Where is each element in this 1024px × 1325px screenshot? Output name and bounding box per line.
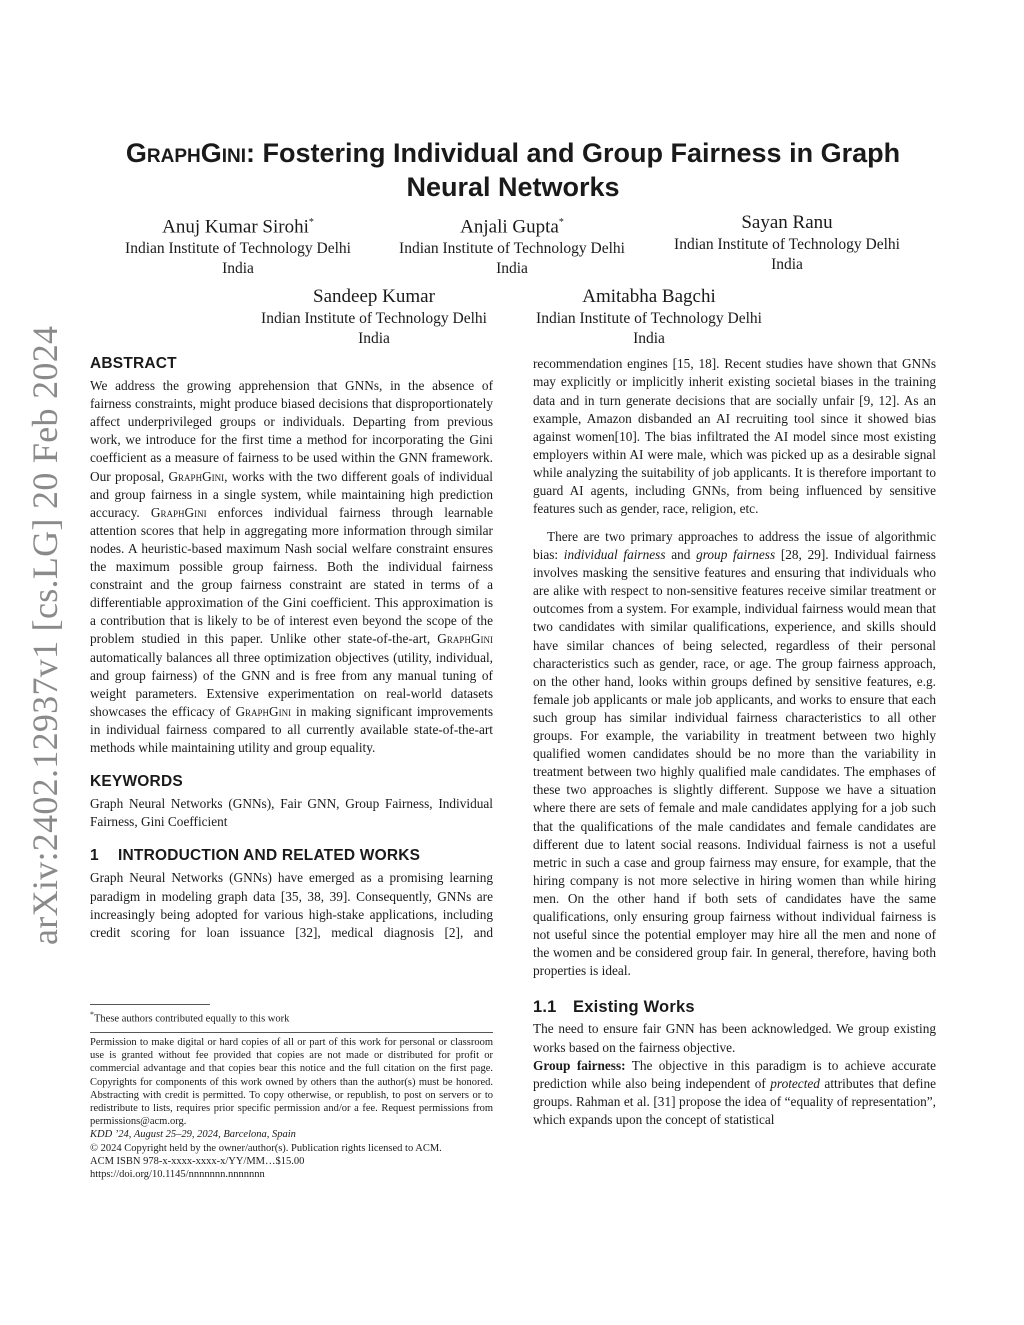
doi-link[interactable]: https://doi.org/10.1145/nnnnnnn.nnnnnnn	[90, 1169, 265, 1181]
author-block-5	[519, 285, 779, 349]
intro-paragraph-1-cont: recommendation engines [15, 18]. Recent studies have shown that GNNs may explicitly or implicitly inherit existing societal biases in the training data and in turn generate decisions that are socially unfair [9, 12]. As an example, Amazon disbanded an AI recruiting tool since it showed bias against women[10]. The bias infiltrated the AI model since most existing employers within AI were male, which was picked up as a desirable signal while analyzing the suitability of job applicants. It is therefore important to guard AI agents, including GNNs, from being influenced by sensitive features such as gender, race, religion, etc.	[533, 356, 936, 517]
isbn-line: ACM ISBN 978-x-xxxx-xxxx-x/YY/MM…$15.00	[90, 1155, 305, 1167]
existing-works-heading: 1.1 Existing Works	[533, 998, 695, 1017]
author-name: Amitabha Bagchi	[582, 286, 716, 307]
right-column	[533, 355, 936, 1129]
permissions-divider	[90, 1032, 493, 1033]
author-affiliation: Indian Institute of Technology Delhi	[125, 240, 351, 258]
abstract-text: We address the growing apprehension that GNNs, in the absence of fairness constraints, might produce biased decisions that disproportionately affect underprivileged groups or individuals. Departing from previous work, we introduce for the first time a method for incorporating the Gini coefficient as a measure of fairness to be used within the GNN framework. Our proposal, GraphGini, works with the two different goals of individual and group fairness in a single system, while maintaining high prediction accuracy. GraphGini enforces individual fairness through learnable attention scores that help in aggregating more information through similar nodes. A heuristic-based maximum Nash social welfare constraint ensures the maximum possible group fairness. Both the individual fairness constraint and the group fairness constraint are stated in terms of a differentiable approximation of the Gini coefficient. This approximation is a contribution that is likely to be of interest even beyond the scope of the problem studied in this paper. Unlike other state-of-the-art, GraphGini automatically balances all three optimization objectives (utility, individual, and group fairness) of the GNN and is free from any manual tuning of weight parameters. Extensive experimentation on real-world datasets showcases the efficacy of GraphGini in making significant improvements in individual fairness compared to all currently available state-of-the-art methods while maintaining utility and group equality.	[90, 378, 493, 755]
author-name: Sandeep Kumar	[313, 286, 435, 307]
author-name: Anuj Kumar Sirohi*	[162, 216, 314, 238]
author-affiliation: Indian Institute of Technology Delhi	[261, 310, 487, 327]
existing-paragraph-1: The need to ensure fair GNN has been acknowledged. We group existing works based on the fairness objective.	[533, 1021, 936, 1055]
author-name: Anjali Gupta*	[460, 216, 564, 238]
author-affiliation: Indian Institute of Technology Delhi	[536, 310, 762, 327]
author-name: Sayan Ranu	[741, 212, 833, 233]
author-country: India	[358, 330, 390, 347]
permissions-block	[90, 1036, 493, 1181]
arxiv-identifier: arXiv:2402.12937v1 [cs.LG] 20 Feb 2024	[25, 325, 65, 945]
author-affiliation: Indian Institute of Technology Delhi	[674, 236, 900, 253]
group-fairness-paragraph: Group fairness: The objective in this paradigm is to achieve accurate prediction while also being independent of protected attributes that define groups. Rahman et al. [31] propose the idea of “equality of representation”, which expands upon the concept of statistical	[533, 1057, 936, 1127]
intro-heading: 1 INTRODUCTION AND RELATED WORKS	[90, 847, 421, 865]
author-block-2	[382, 211, 642, 279]
intro-paragraph-2: There are two primary approaches to address the issue of algorithmic bias: individual fairness and group fairness [28, 29]. Individual fairness involves masking the sensitive features and ensuring that individuals who are alike with respect to non-sensitive features receive similar treatment or outcomes from a system. For example, individual fairness would mean that two candidates with similar qualifications, experience, and skills should have similar chances of being selected, regardless of their personal characteristics such as gender, race, or age. The group fairness approach, on the other hand, looks within groups defined by sensitive features, e.g. female job applicants or male job applicants, and works to ensure that each such group has similar individual fairness characteristics to all other groups. For example, the variability in treatment between two highly qualified women candidates should be no more than the variability in treatment between two highly qualified male candidates. The emphases of these two approaches is slightly different. Suppose we have a situation where there are sets of female and male candidates applying for a job such that the qualifications of the male candidates and female candidates are different due to latent social reasons. Individual fairness is not a useful metric in such a case and group fairness may ensure, for example, that the hiring company is not more selective in hiring women than while hiring men. On the other hand if both sets of candidates have the same qualifications, only ensuring group fairness without individual fairness is not useful since the potential employer may hire all the men and none of the women and be considered group fair. In general, therefore, having both properties is ideal.	[533, 529, 936, 979]
author-country: India	[771, 256, 803, 273]
intro-paragraph-1: Graph Neural Networks (GNNs) have emerged as a promising learning paradigm in modeling graph data [35, 38, 39]. Consequently, GNNs are increasingly being adopted for various high-stake applications, including credit scoring for loan issuance [32], medical diagnosis [2], and	[90, 870, 493, 940]
author-block-1	[108, 211, 368, 279]
author-block-4	[244, 285, 504, 349]
author-affiliation: Indian Institute of Technology Delhi	[399, 240, 625, 258]
method-name: GraphGini	[125, 138, 247, 168]
left-column	[90, 355, 493, 941]
abstract-heading: ABSTRACT	[90, 355, 177, 372]
footnote-divider	[90, 1004, 210, 1005]
footnote: *These authors contributed equally to this work	[90, 1010, 290, 1025]
keywords-text: Graph Neural Networks (GNNs), Fair GNN, Group Fairness, Individual Fairness, Gini Coefficient	[90, 796, 493, 830]
keywords-heading: KEYWORDS	[90, 773, 183, 791]
author-country: India	[222, 260, 254, 278]
permissions-text: Permission to make digital or hard copies of all or part of this work for personal or classroom use is granted without fee provided that copies are not made or distributed for profit or commercial advantage and that copies bear this notice and the full citation on the first page. Copyrights for components of this work owned by others than the author(s) must be honored. Abstracting with credit is permitted. To copy otherwise, or republish, to post on servers or to redistribute to lists, requires prior specific permission and/or a fee. Request permissions from permissions@acm.org.	[90, 1037, 493, 1128]
copyright-line: © 2024 Copyright held by the owner/author(s). Publication rights licensed to ACM.	[90, 1142, 442, 1154]
title-text: : Fostering Individual and Group Fairness in Graph Neural Networks	[246, 138, 901, 202]
author-country: India	[496, 260, 528, 278]
author-block-3	[657, 211, 917, 275]
paper-title	[90, 136, 936, 204]
author-country: India	[633, 330, 665, 347]
intro-continuation	[533, 355, 936, 518]
venue-line: KDD ’24, August 25–29, 2024, Barcelona, Spain	[90, 1129, 296, 1141]
